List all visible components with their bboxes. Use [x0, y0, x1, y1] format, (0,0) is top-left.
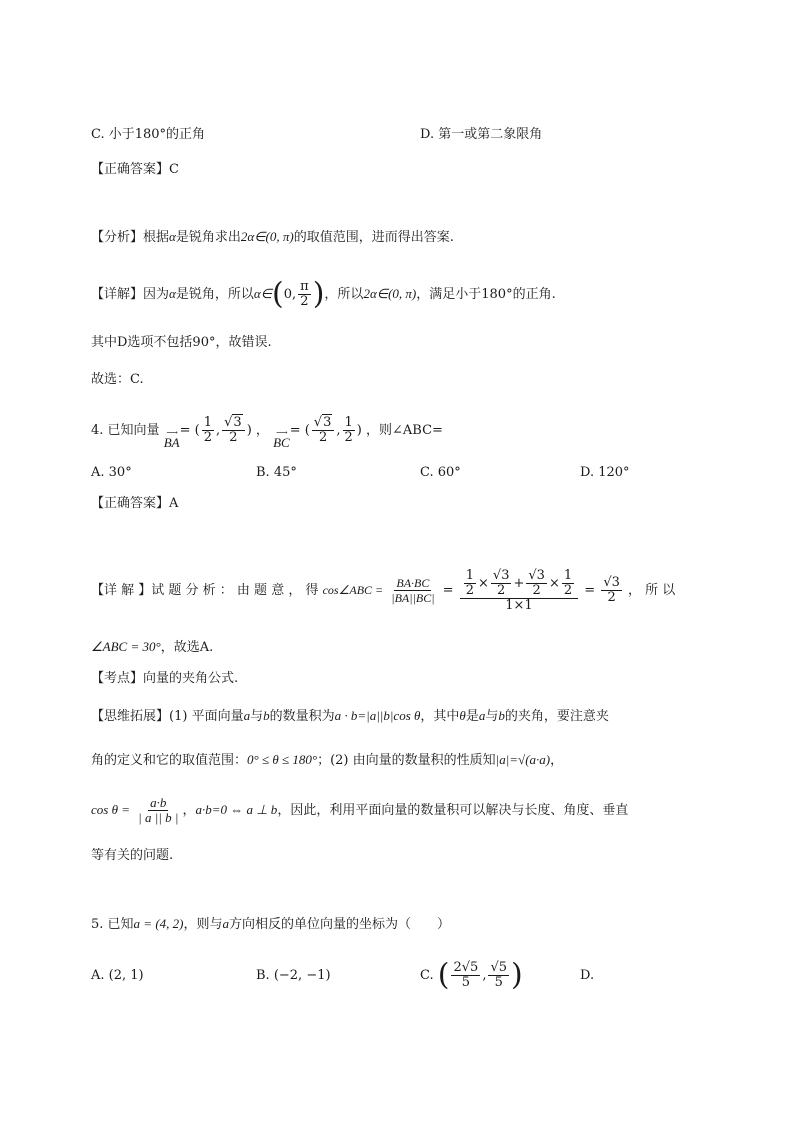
q4-option-c: C. 60°	[420, 465, 461, 480]
q3-analysis: 【分析】根据α是锐角求出2α∈(0, π)的取值范围，进而得出答案.	[91, 229, 454, 245]
q4-stem: 4. 已知向量 ⟶ BA = ( $\frac{1}{2}$ , $\frac{√3}{2}$ ) ， ⟶ BC = ( $\frac{√3}{2}$ , $\frac{1}{2}$ ) ，则∠ABC=	[91, 415, 443, 450]
q4-option-b: B. 45°	[256, 465, 297, 480]
q4-tuozhan-4: 等有关的问题.	[91, 848, 174, 863]
q3-choose: 故选：C.	[91, 372, 144, 387]
q4-option-a: A. 30°	[91, 465, 132, 480]
q4-result: ∠ABC = 30°，故选A.	[91, 639, 214, 655]
q5-option-c: C. ( $\frac{2√5}{5}$ , $\frac{√5}{5}$ )	[420, 957, 523, 993]
q5-option-d: D.	[580, 968, 595, 983]
q4-tuozhan-3: cos θ = $\frac{a\cdot b}{| a || b |}$ ，a·b=0 ⇔ a ⊥ b，因此，利用平面向量的数量积可以解决与长度、角度、垂直	[91, 795, 629, 825]
q3-note-d: 其中D选项不包括90°，故错误.	[91, 335, 272, 350]
q4-kaodian: 【考点】向量的夹角公式.	[91, 671, 239, 686]
q3-answer: 【正确答案】C	[91, 162, 179, 177]
q4-detail: 【详 解 】试 题 分 析 ： 由 题 意 ， 得 cos∠ABC = $\frac{BA\cdot BC}{|BA||BC|}$ = $\frac{1}{2}$ × $\frac{√3}{2}$ + $\frac{√3}{2}$ × $\frac{1}{2}$ 1×1 = $\frac{√3}{2}$ ， 所 以	[91, 567, 676, 613]
q4-tuozhan-1: 【思维拓展】(1) 平面向量a与b的数量积为a · b=|a||b|cos θ，其中θ是a与b的夹角，要注意夹	[91, 708, 609, 724]
q5-option-a: A. (2, 1)	[91, 968, 144, 983]
q5-option-b: B. (−2, −1)	[256, 968, 331, 983]
q5-stem: 5. 已知a = (4, 2)，则与a方向相反的单位向量的坐标为（ ）	[91, 916, 451, 932]
q3-option-c: C. 小于180°的正角	[91, 127, 206, 142]
q4-option-d: D. 120°	[580, 465, 630, 480]
q4-answer: 【正确答案】A	[91, 496, 179, 511]
q3-detail: 【详解】因为α是锐角，所以α∈(0, $\frac{\pi}{2}$ )，所以2α∈(0, π)，满足小于180°的正角.	[91, 276, 556, 312]
q4-tuozhan-2: 角的定义和它的取值范围：0° ≤ θ ≤ 180°；(2) 由向量的数量积的性质知|a|=√(a·a)，	[91, 752, 564, 768]
q3-option-d: D. 第一或第二象限角	[420, 127, 543, 142]
